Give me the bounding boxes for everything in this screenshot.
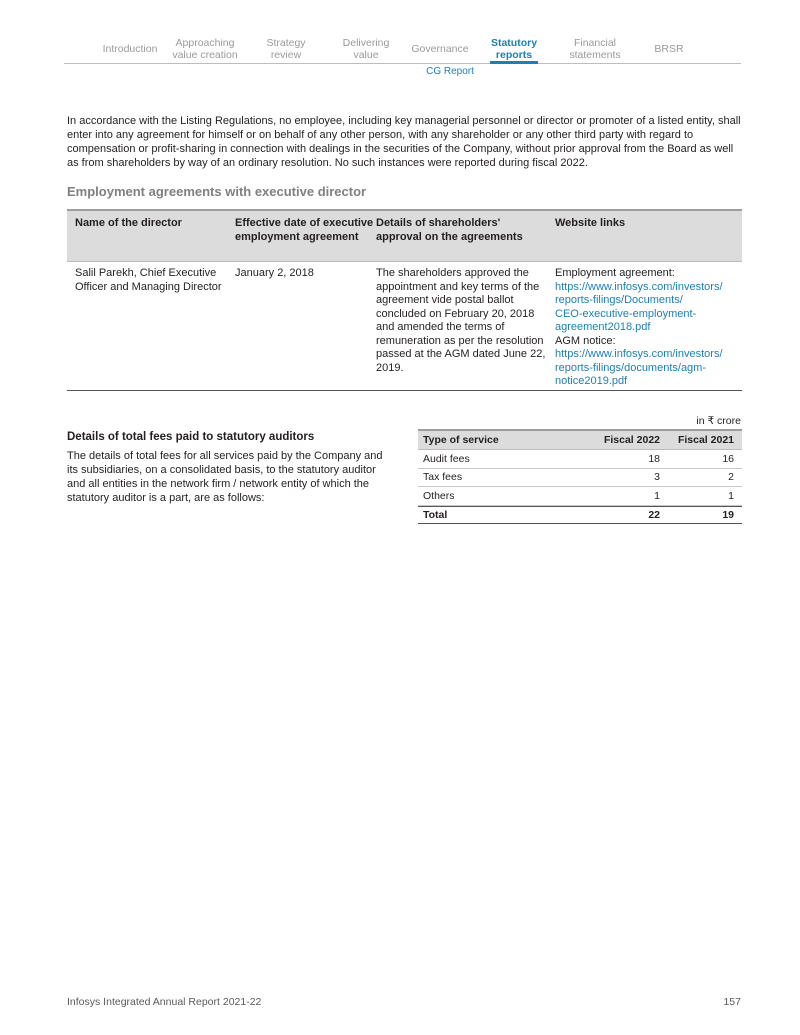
service-type: Audit fees — [423, 452, 470, 465]
fiscal-2022-value: 3 — [654, 471, 660, 484]
effective-date: January 2, 2018 — [235, 267, 314, 279]
header-director-name: Name of the director — [75, 217, 182, 229]
nav-sub-cg-report[interactable]: CG Report — [426, 66, 474, 77]
fiscal-2022-value: 18 — [648, 452, 660, 465]
table-row — [67, 262, 742, 391]
fiscal-2021-value: 2 — [728, 471, 734, 484]
employment-heading: Employment agreements with executive director — [67, 184, 367, 199]
agm-notice-label: AGM notice: — [555, 334, 616, 347]
director-name: Salil Parekh, Chief Executive Officer and Managing Director — [75, 267, 222, 293]
section-navigation — [64, 34, 741, 64]
nav-delivering-value[interactable]: Delivering value — [342, 37, 390, 61]
total-fiscal-2022: 22 — [648, 508, 660, 521]
agm-notice-link-line2[interactable]: reports-filings/documents/agm- — [555, 361, 707, 374]
nav-strategy-review[interactable]: Strategy review — [266, 37, 306, 61]
currency-unit-note: in ₹ crore — [696, 415, 741, 427]
intro-paragraph: In accordance with the Listing Regulations, no employee, including key managerial personnel or director or promoter of a listed entity, shall enter into any agreement for himself or on behalf of any other person, with any shareholder or any other third party with regard to compensation or profit-sharing in connection with dealings in the securities of the Company, without prior approval from the Board as well as from shareholders by way of an ordinary resolution. No such instances were reported during fiscal 2022. — [67, 115, 741, 169]
header-fiscal-2022: Fiscal 2022 — [603, 434, 660, 446]
table-row — [418, 487, 742, 506]
page-number: 157 — [723, 996, 741, 1008]
nav-governance[interactable]: Governance — [411, 43, 469, 55]
employment-agreement-label: Employment agreement: — [555, 267, 675, 279]
header-effective-date: Effective date of executive employment agreement — [235, 217, 374, 243]
fees-table-header — [418, 431, 742, 450]
active-nav-indicator — [490, 61, 538, 64]
nav-statutory-reports[interactable]: Statutory reports — [490, 37, 538, 61]
footer-report-title: Infosys Integrated Annual Report 2021-22 — [67, 996, 262, 1008]
employment-table — [67, 209, 742, 391]
fiscal-2021-value: 16 — [722, 452, 734, 465]
total-row — [418, 506, 742, 524]
fees-heading: Details of total fees paid to statutory auditors — [67, 431, 315, 443]
header-type-of-service: Type of service — [423, 434, 499, 446]
agm-notice-link-line1[interactable]: https://www.infosys.com/investors/ — [555, 348, 723, 360]
employment-agreement-link-line2[interactable]: reports-filings/Documents/ — [555, 294, 683, 306]
nav-approaching-value-creation[interactable]: Approaching value creation — [172, 37, 238, 61]
header-website-links: Website links — [555, 217, 626, 229]
website-links — [555, 262, 742, 390]
nav-financial-statements[interactable]: Financial statements — [569, 37, 621, 61]
table-row — [418, 469, 742, 488]
agm-notice-link-line3[interactable]: notice2019.pdf — [555, 375, 628, 387]
table-row — [418, 450, 742, 469]
employment-agreement-link-line3[interactable]: CEO-executive-employment- — [555, 307, 697, 320]
fiscal-2022-value: 1 — [654, 489, 660, 502]
fees-table — [418, 429, 742, 524]
approval-details: The shareholders approved the appointment and key terms of the agreement vide postal ballot concluded on February 20, 2018 and amended the terms of remuneration as per the resolution passed at the AGM dated June 22, 2019. — [376, 267, 546, 374]
nav-introduction[interactable]: Introduction — [102, 43, 158, 55]
total-fiscal-2021: 19 — [722, 508, 734, 521]
service-type: Others — [423, 489, 455, 502]
fees-paragraph: The details of total fees for all services paid by the Company and its subsidiaries, on a consolidated basis, to the statutory auditor and all entities in the network firm / network entity of which the statutory auditor is a part, are as follows: — [67, 450, 383, 504]
service-type: Tax fees — [423, 471, 463, 484]
total-label: Total — [423, 508, 448, 521]
header-shareholder-approval: Details of shareholders' approval on the agreements — [376, 217, 523, 243]
employment-table-header — [67, 211, 742, 262]
nav-brsr[interactable]: BRSR — [654, 43, 684, 55]
fiscal-2021-value: 1 — [728, 489, 734, 502]
employment-agreement-link-line4[interactable]: agreement2018.pdf — [555, 321, 651, 333]
employment-agreement-link-line1[interactable]: https://www.infosys.com/investors/ — [555, 280, 723, 293]
header-fiscal-2021: Fiscal 2021 — [677, 434, 734, 446]
